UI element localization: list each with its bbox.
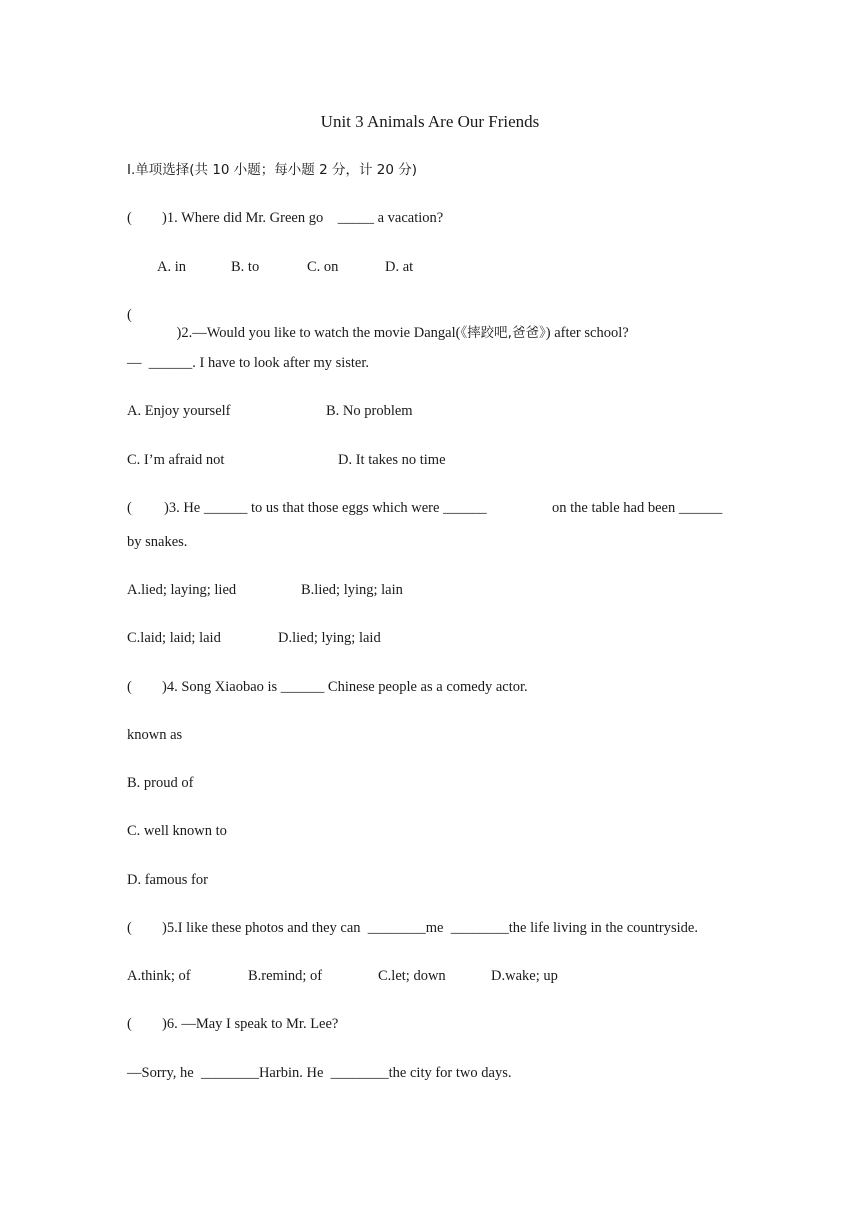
answer-paren: ( bbox=[127, 1016, 132, 1032]
option-a: A. in bbox=[157, 259, 186, 275]
question-stem bbox=[162, 306, 629, 360]
option-c: C. on bbox=[307, 259, 339, 275]
question-stem-continued: on the table had been ______ bbox=[552, 500, 723, 516]
answer-paren: ( bbox=[127, 210, 132, 226]
option-a: known as bbox=[127, 727, 183, 743]
option-d: D. It takes no time bbox=[338, 452, 446, 468]
stem-chinese-title: 《摔跤吧,爸爸》 bbox=[460, 325, 546, 341]
question-reply: —Sorry, he ________Harbin. He ________the city for two days. bbox=[127, 1065, 512, 1081]
question-stem: )3. He ______ to us that those eggs which were ______ bbox=[164, 500, 487, 516]
answer-paren: ( bbox=[127, 679, 132, 695]
answer-paren: ( bbox=[127, 307, 132, 323]
question-stem: )4. Song Xiaobao is ______ Chinese people as a comedy actor. bbox=[162, 679, 528, 695]
option-d: D.lied; lying; laid bbox=[278, 630, 381, 646]
page-title: Unit 3 Animals Are Our Friends bbox=[320, 112, 540, 131]
option-d: D. famous for bbox=[127, 872, 208, 888]
answer-paren: ( bbox=[127, 920, 132, 936]
stem-text-end: ) after school? bbox=[545, 325, 629, 341]
option-c: C. I’m afraid not bbox=[127, 452, 225, 468]
question-stem: )1. Where did Mr. Green go _____ a vacation? bbox=[162, 210, 444, 226]
option-b: B. No problem bbox=[326, 403, 413, 419]
question-reply: — ______. I have to look after my sister. bbox=[127, 355, 370, 371]
question-stem-wrap: by snakes. bbox=[127, 534, 188, 550]
option-c: C. well known to bbox=[127, 823, 227, 839]
option-d: D. at bbox=[385, 259, 414, 275]
option-b: B.remind; of bbox=[248, 968, 323, 984]
option-b: B.lied; lying; lain bbox=[301, 582, 403, 598]
section-heading: Ⅰ.单项选择(共 10 小题；每小题 2 分，计 20 分) bbox=[127, 162, 417, 178]
stem-text: )2.—Would you like to watch the movie Dangal( bbox=[176, 325, 461, 341]
option-a: A. Enjoy yourself bbox=[127, 403, 231, 419]
option-d: D.wake; up bbox=[491, 968, 558, 984]
question-stem: )5.I like these photos and they can ________me ________the life living in the countryside. bbox=[162, 920, 698, 936]
option-c: C.laid; laid; laid bbox=[127, 630, 221, 646]
option-b: B. to bbox=[231, 259, 260, 275]
question-stem: )6. —May I speak to Mr. Lee? bbox=[162, 1016, 339, 1032]
option-b: B. proud of bbox=[127, 775, 194, 791]
option-a: A.lied; laying; lied bbox=[127, 582, 237, 598]
option-a: A.think; of bbox=[127, 968, 191, 984]
option-c: C.let; down bbox=[378, 968, 446, 984]
answer-paren: ( bbox=[127, 500, 132, 516]
